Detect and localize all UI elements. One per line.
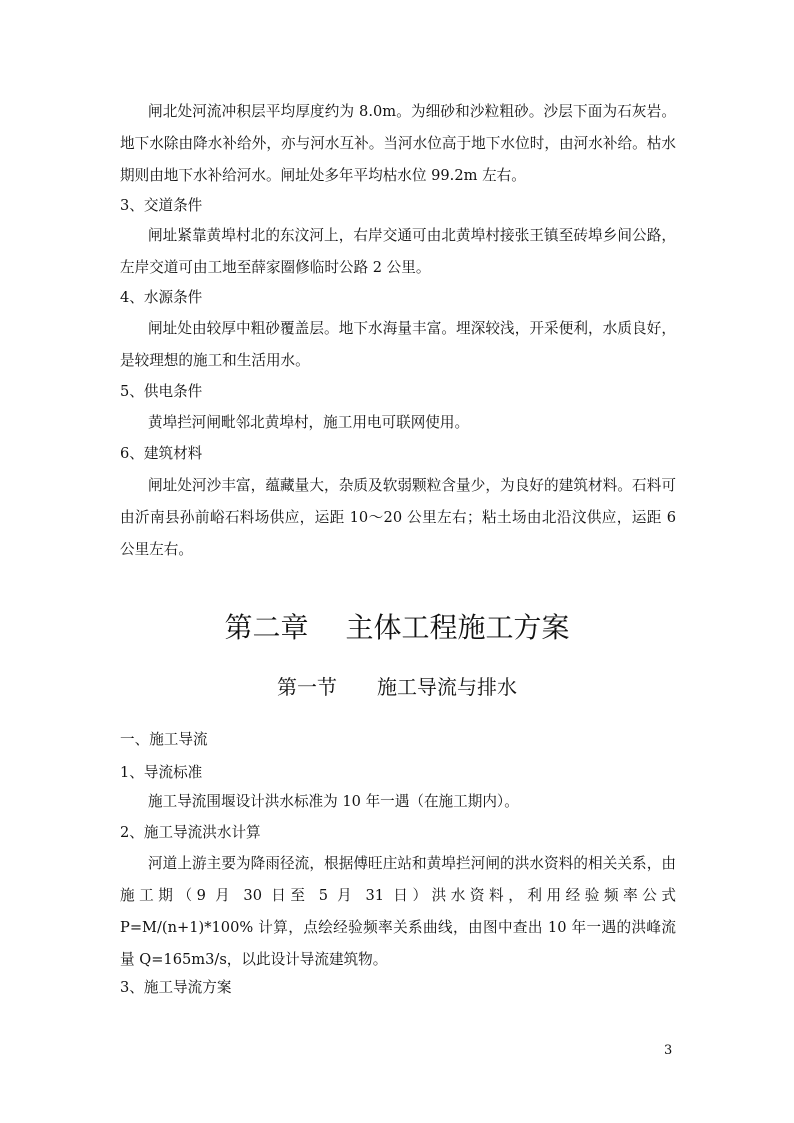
heading-transport-conditions: 3、交道条件 (120, 197, 203, 214)
paragraph-diversion-standard: 施工导流围堰设计洪水标准为 10 年一遇（在施工期内）。 (148, 793, 519, 810)
heading-power-supply: 5、供电条件 (120, 383, 203, 400)
page-number: 3 (664, 1043, 673, 1058)
paragraph-building-materials: 闸址处河沙丰富，蕴藏量大，杂质及软弱颗粒含量少，为良好的建筑材料。石料可由沂南县孙前峪石料场供应，运距 10～20 公里左右；粘土场由北沿汶供应，运距 6 公里左右。 (120, 477, 676, 558)
paragraph-power-supply: 黄埠拦河闸毗邻北黄埠村，施工用电可联网使用。 (148, 414, 470, 431)
heading-flood-calculation: 2、施工导流洪水计算 (120, 824, 261, 841)
chapter-title: 第二章 主体工程施工方案 (224, 611, 570, 644)
heading-water-source: 4、水源条件 (120, 289, 203, 306)
heading-diversion-plan: 3、施工导流方案 (120, 979, 232, 996)
heading-building-materials: 6、建筑材料 (120, 445, 203, 462)
paragraph-flood-calculation: 河道上游主要为降雨径流，根据傅旺庄站和黄埠拦河闸的洪水资料的相关关系，由施工期（9 月 30 日至 5 月 31 日）洪水资料，利用经验频率公式 P=M/(n+1)*100% 计算，点绘经验频率关系曲线，由图中查出 10 年一遇的洪峰流量 Q=165m3/s，以此设计导流建筑物。 (120, 855, 676, 968)
section-title: 第一节 施工导流与排水 (277, 675, 517, 699)
heading-diversion-standard: 1、导流标准 (120, 764, 203, 781)
heading-construction-diversion: 一、施工导流 (120, 731, 208, 748)
paragraph-riverbed-geology: 闸北处河流冲积层平均厚度约为 8.0m。为细砂和沙粒粗砂。沙层下面为石灰岩。地下水除由降水补给外，亦与河水互补。当河水位高于地下水位时，由河水补给。枯水期则由地下水补给河水。闸址处多年平均枯水位 99.2m 左右。 (120, 103, 676, 184)
paragraph-water-source: 闸址处由较厚中粗砂覆盖层。地下水海量丰富。埋深较浅，开采便利，水质良好，是较理想的施工和生活用水。 (120, 320, 676, 369)
paragraph-transport-conditions: 闸址紧靠黄埠村北的东汶河上，右岸交通可由北黄埠村接张王镇至砖埠乡间公路，左岸交道可由工地至薛家圈修临时公路 2 公里。 (120, 227, 676, 276)
